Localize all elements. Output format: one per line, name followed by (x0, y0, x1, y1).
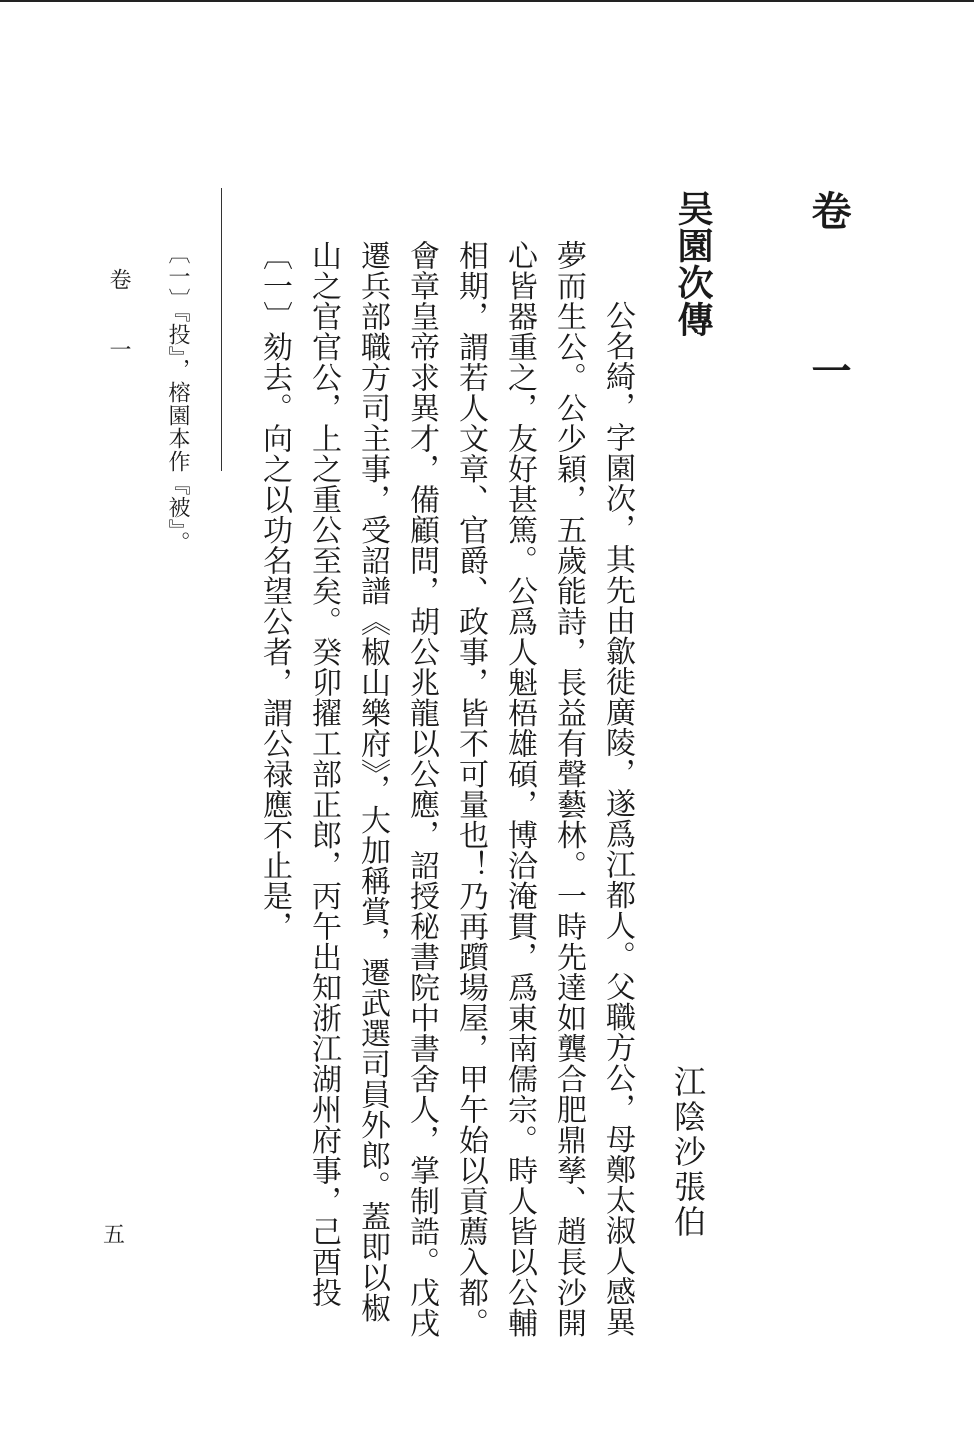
footnote-divider (221, 188, 222, 471)
volume-title: 卷 一 (805, 190, 852, 430)
article-title: 吴園次傳 (672, 190, 714, 338)
main-text (250, 240, 642, 1340)
page-number: 五 (103, 1223, 126, 1248)
running-head: 卷一 (106, 268, 131, 408)
footnote: 〔一〕『投』，榕園本作『被』。 (165, 242, 190, 554)
body-paragraph: 公名綺，字園次，其先由歙徙廣陵，遂爲江都人。父職方公，母鄭太淑人感異夢而生公。公少穎，五歲能詩，長益有聲藝林。一時先達如龔合肥鼎孳、趙長沙開心皆器重之，友好甚篤。公爲人魁梧雄碩，博洽淹貫，爲東南儒宗。時人皆以公輔相期，謂若人文章、官爵、政事，皆不可量也！乃再躓場屋，甲午始以貢薦入都。會章皇帝求異才，備顧問，胡公兆龍以公應，詔授秘書院中書舍人，掌制誥。戊戌遷兵部職方司主事，受詔譜《椒山樂府》，大加稱賞，遷武選司員外郎。蓋即以椒山之官官公，上之重公至矣。癸卯擢工部正郎，丙午出知浙江湖州府事，己酉投〔一〕劾去。向之以功名望公者，謂公禄應不止是， (257, 240, 635, 1338)
author-line: 江陰沙張伯 (669, 1065, 707, 1240)
top-border-rule (0, 0, 974, 2)
